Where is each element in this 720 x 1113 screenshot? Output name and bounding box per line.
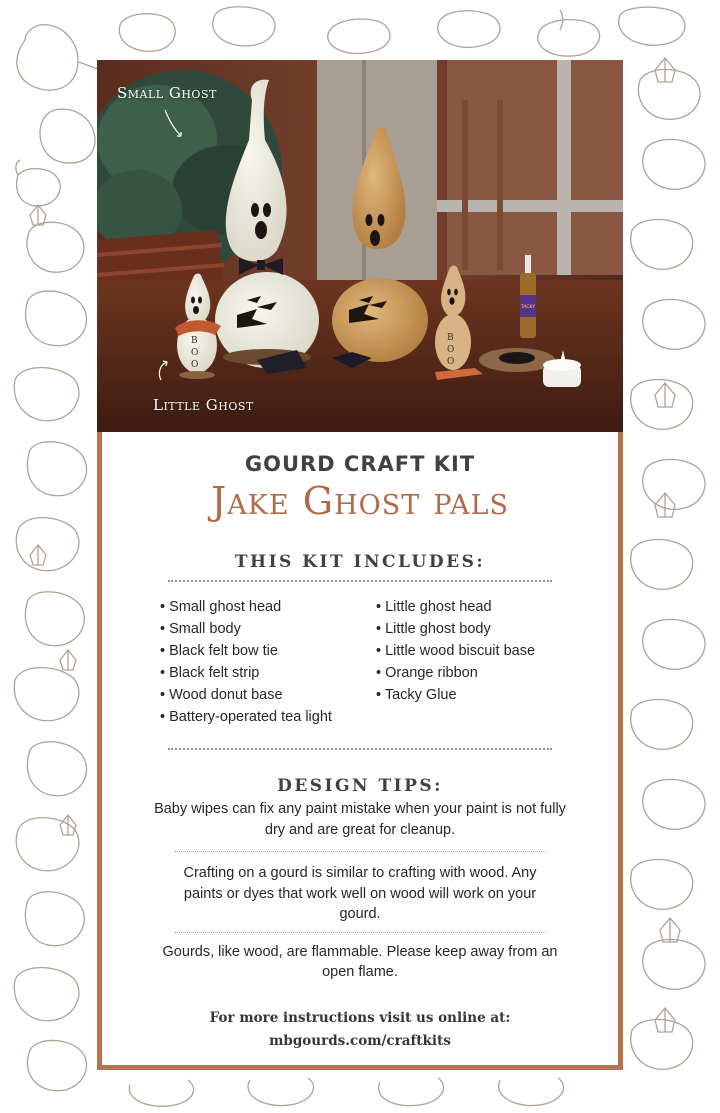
list-item: • Small ghost head	[160, 596, 376, 618]
kit-label: GOURD CRAFT KIT	[244, 452, 476, 476]
footer-instructions: For more instructions visit us online at:	[209, 1009, 511, 1026]
product-photo	[97, 60, 623, 432]
list-item: • Orange ribbon	[376, 662, 535, 684]
divider	[174, 932, 546, 933]
list-item: • Small body	[160, 618, 376, 640]
list-item: • Battery-operated tea light	[160, 706, 376, 728]
info-panel	[97, 432, 623, 1070]
includes-heading: THIS KIT INCLUDES:	[234, 552, 486, 572]
svg-text:O: O	[191, 360, 199, 370]
tip-text: Crafting on a gourd is similar to crafting with wood. Any paints or dyes that work well on wood will work on your gourd.	[183, 865, 537, 922]
list-item: • Black felt bow tie	[160, 640, 376, 662]
list-item: • Tacky Glue	[376, 684, 535, 706]
tip-text: Baby wipes can fix any paint mistake when your paint is not fully dry and are great for cleanup.	[154, 801, 566, 838]
boo-text-little-ghost: B	[191, 336, 198, 346]
footer-url-link[interactable]: mbgourds.com/craftkits	[269, 1032, 451, 1049]
glue-bottle-label: TACKY	[521, 305, 536, 310]
includes-list	[160, 596, 560, 728]
list-item: • Little ghost body	[376, 618, 535, 640]
kit-card	[97, 60, 623, 1070]
divider	[168, 748, 552, 750]
small-ghost-label: Small Ghost	[117, 84, 217, 102]
svg-text:B: B	[447, 333, 454, 343]
divider	[174, 851, 546, 852]
little-ghost-label: Little Ghost	[153, 396, 254, 414]
tip-text: Gourds, like wood, are flammable. Please keep away from an open flame.	[162, 943, 558, 980]
list-item: • Black felt strip	[160, 662, 376, 684]
footer	[102, 1007, 618, 1053]
kit-title: Jake Ghost pals	[211, 479, 509, 523]
svg-text:O: O	[447, 345, 455, 355]
list-item: • Wood donut base	[160, 684, 376, 706]
tips-heading: DESIGN TIPS:	[277, 776, 443, 796]
includes-right-column	[376, 596, 535, 728]
list-item: • Little ghost head	[376, 596, 535, 618]
list-item: • Little wood biscuit base	[376, 640, 535, 662]
svg-text:O: O	[191, 348, 199, 358]
includes-left-column	[160, 596, 376, 728]
divider	[168, 580, 552, 582]
svg-text:O: O	[447, 357, 455, 367]
